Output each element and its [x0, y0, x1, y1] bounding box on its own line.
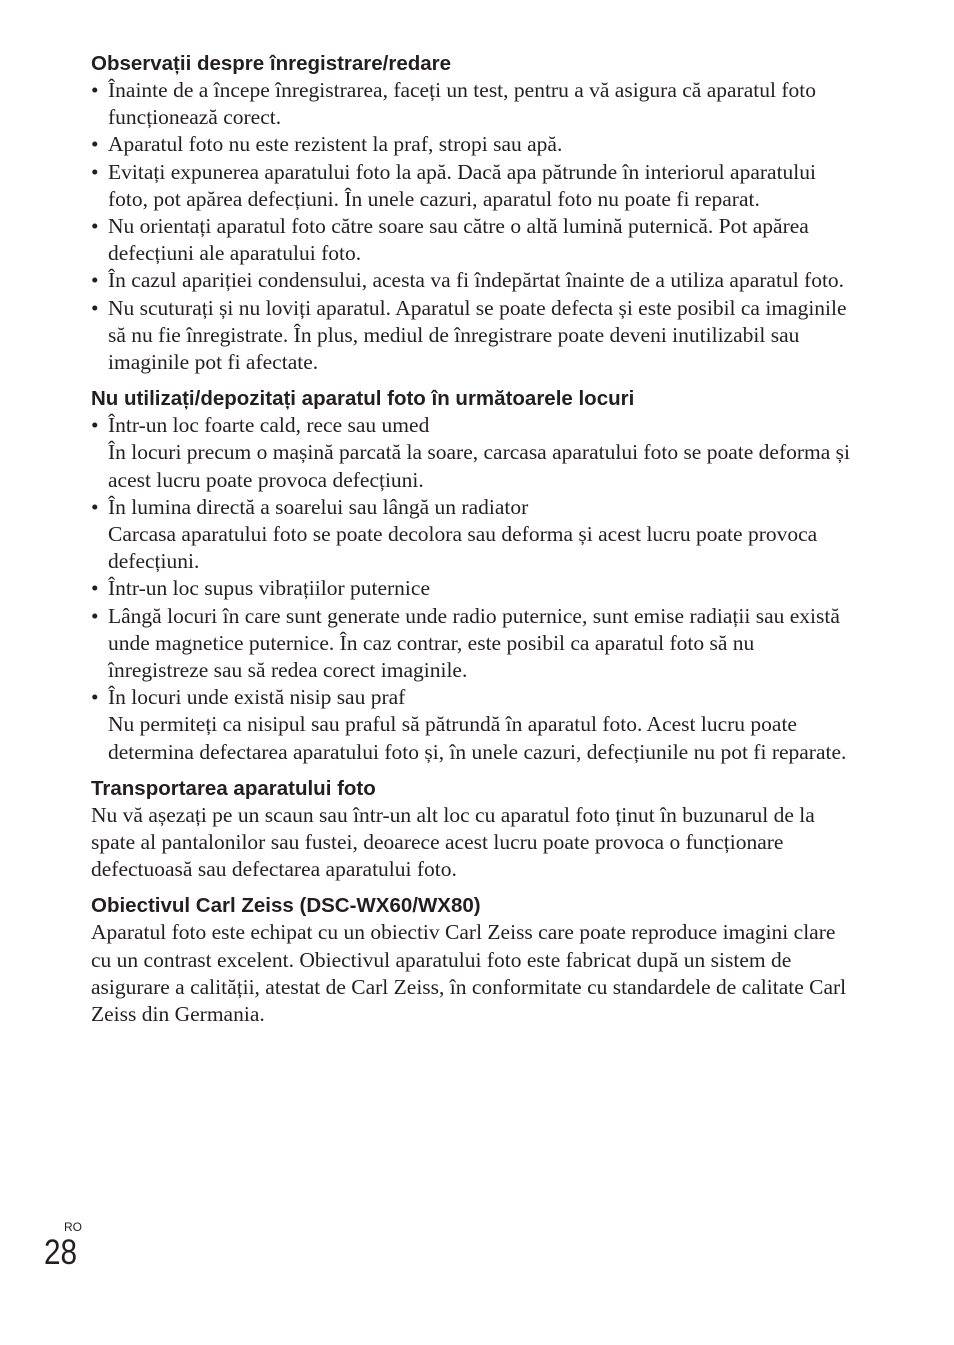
list-item-title: Într-un loc supus vibrațiilor puternice	[108, 576, 430, 601]
bullet-list	[91, 77, 851, 376]
manual-page-content	[91, 50, 851, 1028]
section-paragraph: Nu vă așezați pe un scaun sau într-un alt loc cu aparatul foto ținut în buzunarul de la spate al pantalonilor sau fustei, deoarece acest lucru poate provoca o funcționare defectuoasă sau defectarea aparatului foto.	[91, 802, 815, 882]
section-carl-zeiss-lens	[91, 892, 851, 1028]
list-item	[91, 412, 851, 494]
section-recording-notes	[91, 50, 851, 376]
section-heading: Obiectivul Carl Zeiss (DSC-WX60/WX80)	[91, 894, 481, 918]
list-item	[91, 603, 851, 685]
section-storage-places	[91, 385, 851, 766]
list-item-detail: În locuri precum o mașină parcată la soare, carcasa aparatului foto se poate deforma și acest lucru poate provoca defecțiuni.	[108, 440, 851, 492]
page-number: 28	[44, 1233, 78, 1272]
list-item-title: Lângă locuri în care sunt generate unde radio puternice, sunt emise radiații sau există unde magnetice puternice. În caz contrar, este posibil ca aparatul foto să nu înregistreze sau să redea corect imaginile.	[108, 603, 840, 683]
section-transport	[91, 775, 851, 884]
list-item-detail: Nu permiteți ca nisipul sau praful să pătrundă în aparatul foto. Acest lucru poate determina defectarea aparatului foto și, în unele cazuri, defecțiunile nu pot fi reparate.	[108, 712, 847, 764]
section-paragraph: Aparatul foto este echipat cu un obiectiv Carl Zeiss care poate reproduce imagini clare cu un contrast excelent. Obiectivul aparatului foto este fabricat după un sistem de asigurare a calității, atestat de Carl Zeiss, în conformitate cu standardele de calitate Carl Zeiss din Germania.	[91, 920, 847, 1027]
list-item-title: În locuri unde există nisip sau praf	[108, 685, 406, 710]
section-heading: Transportarea aparatului foto	[91, 776, 376, 800]
list-item: • Nu scuturați și nu loviți aparatul. Aparatul se poate defecta și este posibil ca imaginile să nu fie înregistrate. În plus, mediul de înregistrare poate deveni inutilizabil sau imaginile pot fi afectate.	[91, 295, 851, 377]
list-item-detail: Carcasa aparatului foto se poate decolora sau deforma și acest lucru poate provoca defecțiuni.	[108, 522, 818, 574]
list-item-title: Într-un loc foarte cald, rece sau umed	[108, 413, 430, 438]
section-heading: Observații despre înregistrare/redare	[91, 52, 452, 75]
page-language-code: RO	[64, 1220, 82, 1234]
list-item: • Aparatul foto nu este rezistent la praf, stropi sau apă.	[91, 131, 851, 158]
list-item	[91, 684, 851, 766]
list-item	[91, 575, 851, 602]
section-heading: Nu utilizați/depozitați aparatul foto în următoarele locuri	[91, 387, 635, 411]
bullet-list	[91, 412, 851, 766]
list-item: • Nu orientați aparatul foto către soare sau către o altă lumină puternică. Pot apărea defecțiuni ale aparatului foto.	[91, 213, 851, 267]
list-item	[91, 494, 851, 576]
list-item: • Înainte de a începe înregistrarea, faceți un test, pentru a vă asigura că aparatul foto funcționează corect.	[91, 77, 851, 131]
list-item: • În cazul apariției condensului, acesta va fi îndepărtat înainte de a utiliza aparatul foto.	[91, 267, 851, 294]
list-item: • Evitați expunerea aparatului foto la apă. Dacă apa pătrunde în interiorul aparatului foto, pot apărea defecțiuni. În unele cazuri, aparatul foto nu poate fi reparat.	[91, 159, 851, 213]
list-item-title: În lumina directă a soarelui sau lângă un radiator	[108, 494, 529, 519]
